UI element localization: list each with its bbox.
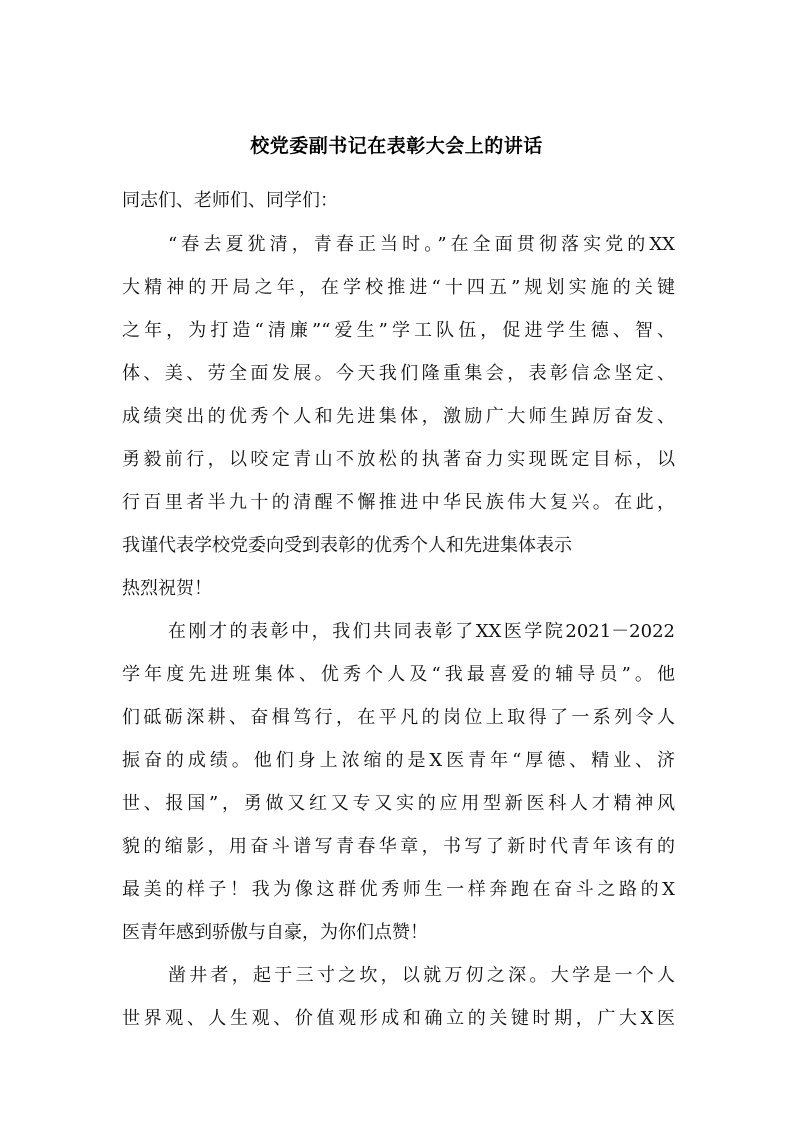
- paragraph-line: 世、报国”，勇做又红又专又实的应用型新医科人才精神风: [122, 793, 675, 814]
- salutation: 同志们、老师们、同学们：: [122, 190, 338, 211]
- paragraph-line: “春去夏犹清，青春正当时。”在全面贯彻落实党的XX: [168, 234, 675, 255]
- paragraph-line: 我谨代表学校党委向受到表彰的优秀个人和先进集体表示: [122, 535, 572, 556]
- paragraph-line: 世界观、人生观、价值观形成和确立的关键时期，广大X医: [122, 1008, 675, 1029]
- paragraph-line: 振奋的成绩。他们身上浓缩的是X医青年“厚德、精业、济: [122, 750, 675, 771]
- paragraph-line: 在刚才的表彰中，我们共同表彰了XX医学院2021－2022: [168, 621, 675, 642]
- paragraph-line: 大精神的开局之年，在学校推进“十四五”规划实施的关键: [122, 277, 675, 298]
- paragraph-line: 成绩突出的优秀个人和先进集体，激励广大师生踔厉奋发、: [122, 406, 675, 427]
- paragraph-line: 之年，为打造“清廉”“爱生”学工队伍，促进学生德、智、: [122, 320, 675, 341]
- document-title: 校党委副书记在表彰大会上的讲话: [250, 135, 543, 157]
- paragraph-line: 热烈祝贺！: [122, 578, 212, 599]
- paragraph-line: 行百里者半九十的清醒不懈推进中华民族伟大复兴。在此，: [122, 492, 675, 513]
- paragraph-line: 凿井者，起于三寸之坎，以就万仞之深。大学是一个人: [168, 965, 675, 986]
- paragraph-line: 貌的缩影，用奋斗谱写青春华章，书写了新时代青年该有的: [122, 836, 675, 857]
- paragraph-line: 体、美、劳全面发展。今天我们隆重集会，表彰信念坚定、: [122, 363, 675, 384]
- paragraph-line: 医青年感到骄傲与自豪，为你们点赞！: [122, 922, 428, 943]
- paragraph-line: 最美的样子！我为像这群优秀师生一样奔跑在奋斗之路的X: [122, 879, 675, 900]
- paragraph-line: 勇毅前行，以咬定青山不放松的执著奋力实现既定目标，以: [122, 449, 675, 470]
- paragraph-line: 学年度先进班集体、优秀个人及“我最喜爱的辅导员”。他: [122, 664, 675, 685]
- paragraph-line: 们砥砺深耕、奋楫笃行，在平凡的岗位上取得了一系列令人: [122, 707, 675, 728]
